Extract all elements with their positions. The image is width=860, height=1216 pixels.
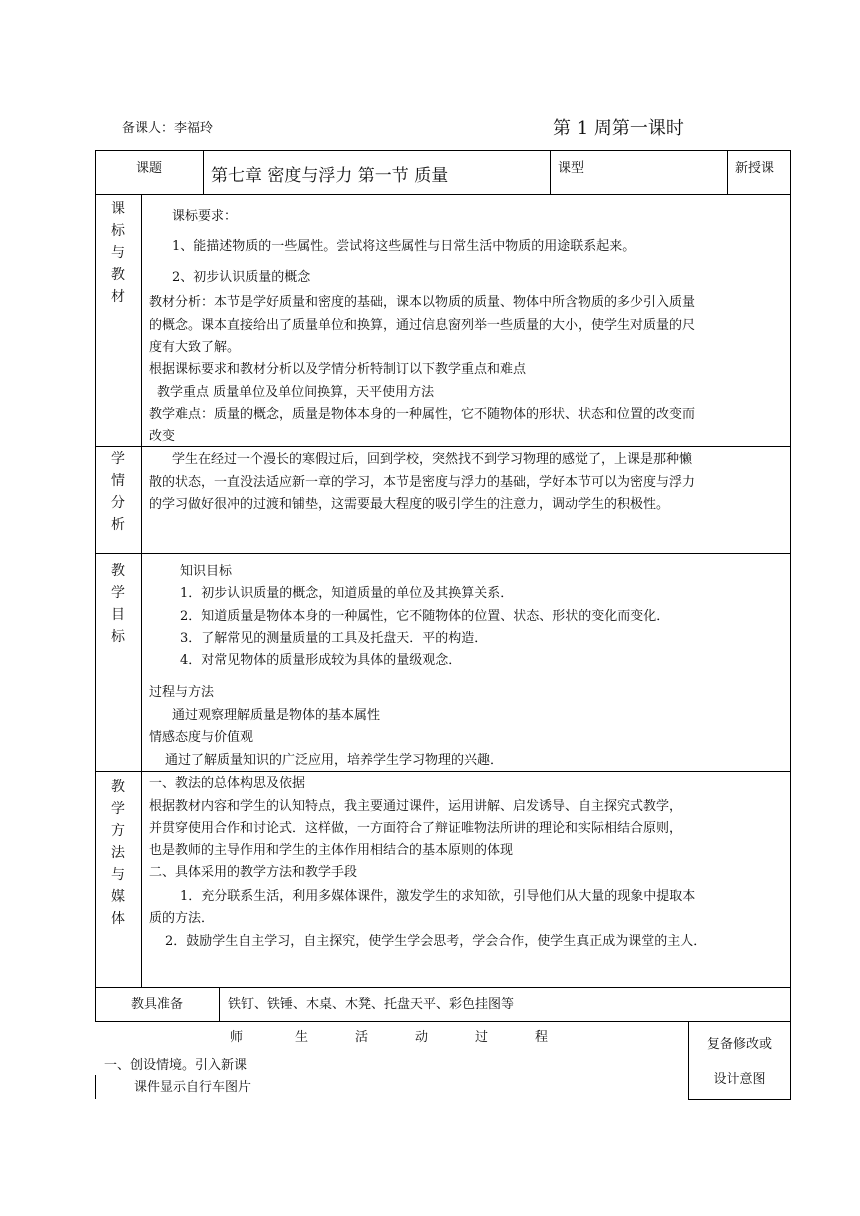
- goals-side-label: 教 学 目 标: [111, 563, 125, 645]
- topic-label: 课题: [135, 161, 162, 176]
- methods-side-label: 教 学 方 法 与 媒 体: [111, 779, 125, 927]
- schedule-label: 第 1 周第一课时: [553, 118, 684, 139]
- curriculum-side-label: 课 标 与 教 材: [111, 201, 125, 305]
- process-step-1: 一、创设情境。引入新课: [104, 1058, 248, 1073]
- topic-value: 第七章 密度与浮力 第一节 质量: [211, 166, 449, 186]
- tools-label: 教具准备: [130, 997, 183, 1012]
- lesson-type-label: 课型: [558, 161, 585, 176]
- tools-value: 铁钉、铁锤、木桌、木凳、托盘天平、彩色挂图等: [228, 997, 515, 1012]
- preparer-label: 备课人：李福玲: [122, 121, 214, 136]
- process-step-1-detail: 课件显示自行车图片: [134, 1080, 252, 1095]
- students-side-label: 学 情 分 析: [111, 451, 125, 533]
- lesson-type-value: 新授课: [735, 161, 775, 176]
